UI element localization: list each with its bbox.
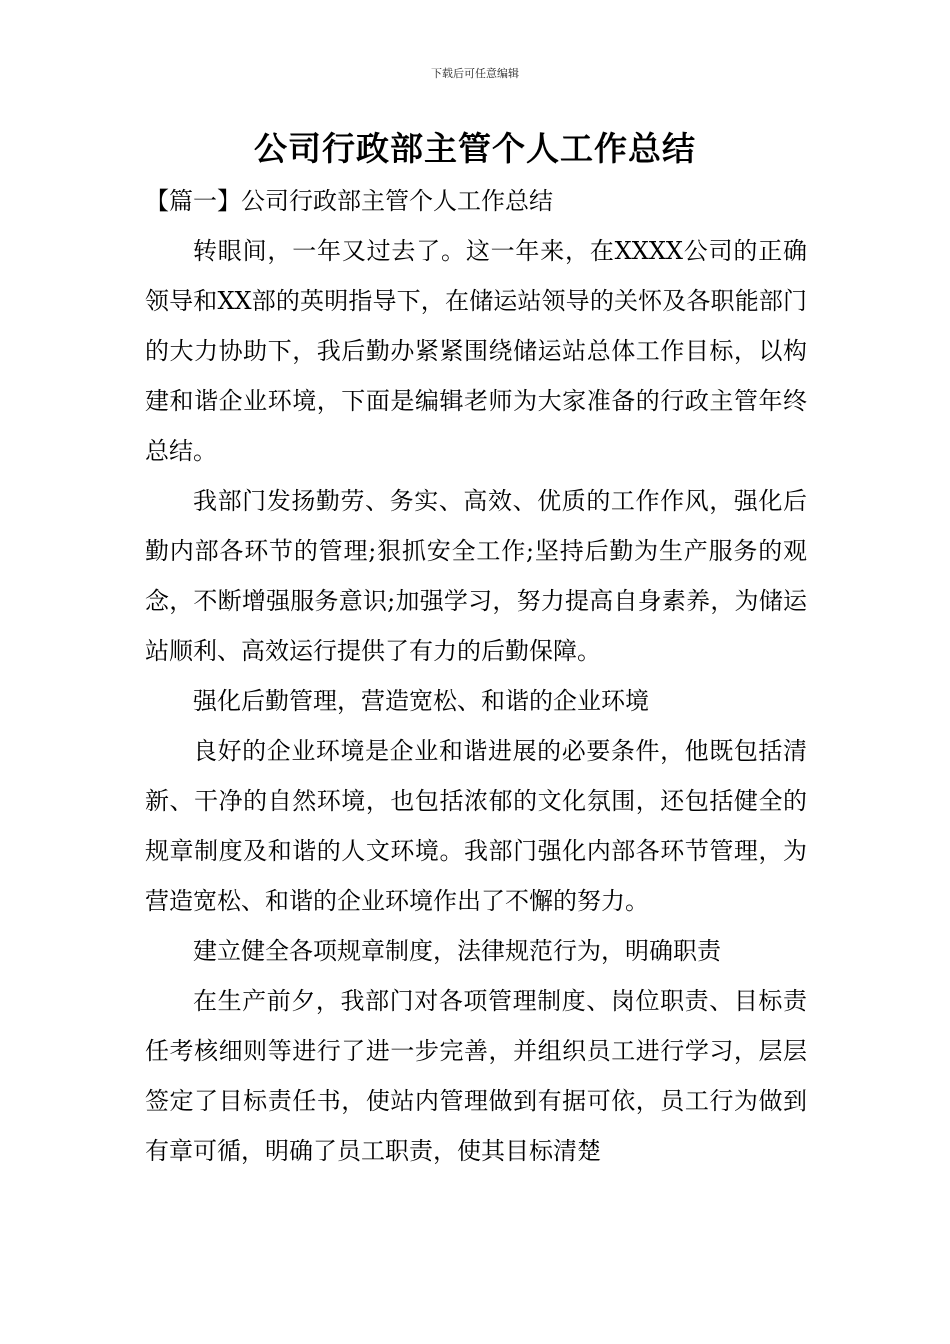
paragraph-pre-production: 在生产前夕，我部门对各项管理制度、岗位职责、目标责任考核细则等进行了进一步完善，并组织员工进行学习，层层签定了目标责任书，使站内管理做到有据可依，员工行为做到有章可循，明确了员工职责，使其目标清楚 xyxy=(145,987,807,1165)
document-body xyxy=(145,176,807,1176)
section-heading: 【篇一】公司行政部主管个人工作总结 xyxy=(145,187,553,215)
subheading-logistics-management: 强化后勤管理，营造宽松、和谐的企业环境 xyxy=(193,687,649,715)
paragraph-intro: 转眼间，一年又过去了。这一年来，在XXXX公司的正确领导和XX部的英明指导下，在储运站领导的关怀及各职能部门的大力协助下，我后勤办紧紧围绕储运站总体工作目标，以构建和谐企业环境，下面是编辑老师为大家准备的行政主管年终总结。 xyxy=(145,237,807,465)
subheading-rules-regulations: 建立健全各项规章制度，法律规范行为，明确职责 xyxy=(193,937,721,965)
header-note: 下载后可任意编辑 xyxy=(431,67,519,80)
document-title: 公司行政部主管个人工作总结 xyxy=(254,129,696,168)
paragraph-work-style: 我部门发扬勤劳、务实、高效、优质的工作作风，强化后勤内部各环节的管理;狠抓安全工作;坚持后勤为生产服务的观念，不断增强服务意识;加强学习，努力提高自身素养，为储运站顺利、高效运行提供了有力的后勤保障。 xyxy=(145,487,807,665)
paragraph-environment: 良好的企业环境是企业和谐进展的必要条件，他既包括清新、干净的自然环境，也包括浓郁的文化氛围，还包括健全的规章制度及和谐的人文环境。我部门强化内部各环节管理，为营造宽松、和谐的企业环境作出了不懈的努力。 xyxy=(145,737,807,915)
